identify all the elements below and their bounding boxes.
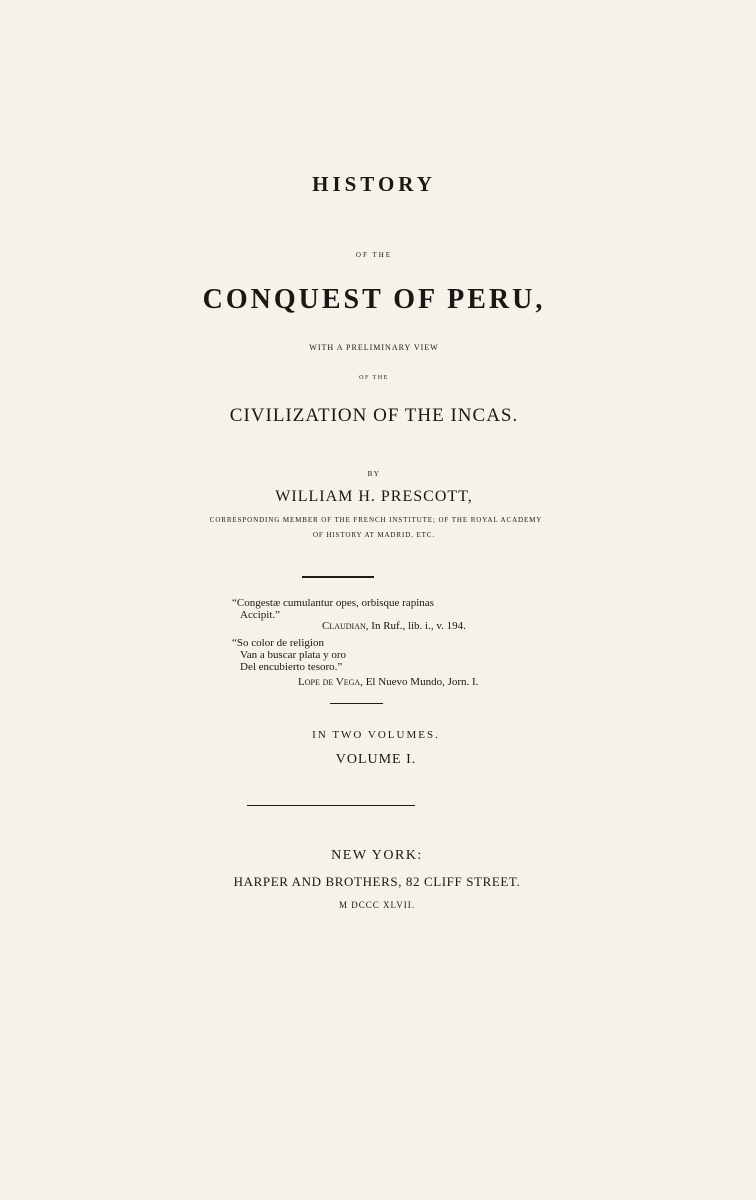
preliminary-view-line: WITH A PRELIMINARY VIEW xyxy=(309,343,439,352)
imprint-city: NEW YORK: xyxy=(331,848,423,863)
title-history: HISTORY xyxy=(312,172,436,196)
of-the-connector-2: OF THE xyxy=(359,375,389,381)
epigraph-vega-line-1: “So color de religion xyxy=(232,637,324,649)
main-title: CONQUEST OF PERU, xyxy=(202,284,546,315)
subtitle-civilization: CIVILIZATION OF THE INCAS. xyxy=(229,405,519,426)
epigraph-vega-line-3: Del encubierto tesoro.” xyxy=(240,661,343,673)
claudian-author: Claudian, xyxy=(322,620,369,632)
author-name: WILLIAM H. PRESCOTT, xyxy=(275,488,473,505)
divider-rule xyxy=(302,576,374,578)
divider-rule-2 xyxy=(330,703,383,704)
epigraph-vega-line-2: Van a buscar plata y oro xyxy=(240,649,346,661)
author-credentials-line-2: OF HISTORY AT MADRID, ETC. xyxy=(312,531,436,539)
imprint-publisher: HARPER AND BROTHERS, 82 CLIFF STREET. xyxy=(233,874,521,889)
epigraph-claudian-line-2: Accipit.” xyxy=(240,609,281,621)
divider-rule-3 xyxy=(247,805,415,806)
volume-number: VOLUME I. xyxy=(335,752,417,767)
imprint-year: M DCCC XLVII. xyxy=(339,900,415,910)
of-the-connector: OF THE xyxy=(355,251,393,259)
epigraph-vega-source xyxy=(298,676,478,688)
author-credentials-line-1: CORRESPONDING MEMBER OF THE FRENCH INSTITUTE; OF THE ROYAL ACADEMY xyxy=(209,516,543,524)
by-line: BY xyxy=(367,470,381,478)
epigraph-claudian-line-1: “Congestæ cumulantur opes, orbisque rapinas xyxy=(232,597,434,609)
epigraph-claudian-source xyxy=(322,620,466,632)
vega-reference: El Nuevo Mundo, Jorn. I. xyxy=(362,676,479,688)
vega-author: Lope de Vega, xyxy=(298,676,363,688)
claudian-reference: In Ruf., lib. i., v. 194. xyxy=(368,620,466,632)
in-two-volumes: IN TWO VOLUMES. xyxy=(312,729,440,741)
